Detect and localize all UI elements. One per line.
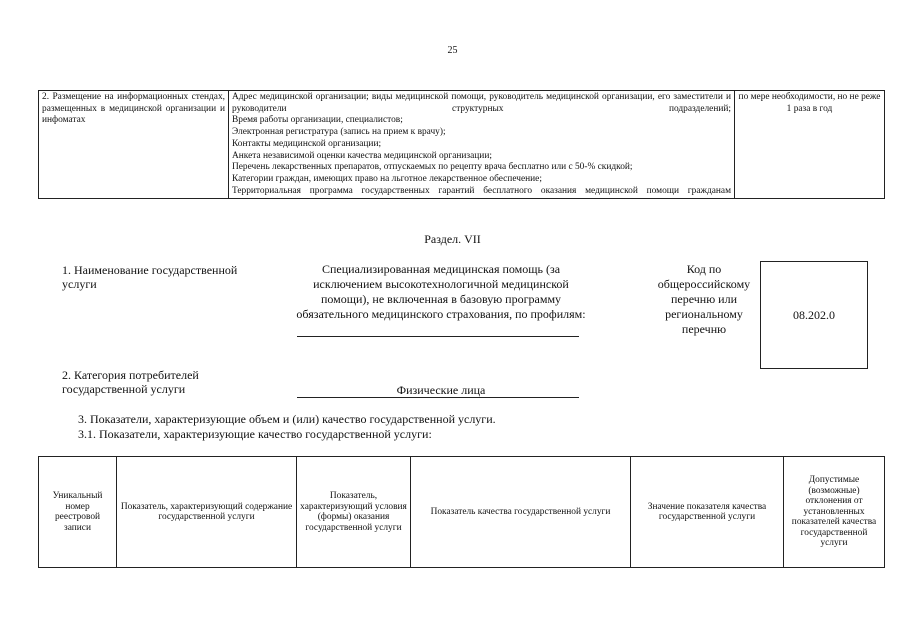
service-name-underline xyxy=(297,336,579,337)
header-allowed-deviation: Допустимые (возможные) отклонения от установленных показателей качества государственной услуги xyxy=(784,457,885,568)
service-code-label: Код по общероссийскому перечню или региональному перечню xyxy=(657,262,751,336)
service-code-box xyxy=(760,261,868,369)
placement-content-cell xyxy=(229,91,735,199)
content-line: Электронная регистратура (запись на прием к врачу); xyxy=(232,127,446,138)
content-line: Анкета независимой оценки качества медицинской организации; xyxy=(232,150,492,161)
header-quality-indicator: Показатель качества государственной услуги xyxy=(411,457,631,568)
content-line: Время работы организации, специалистов; xyxy=(232,115,403,126)
placement-method-cell: 2. Размещение на информационных стендах, размещенных в медицинской организации и инфоматах xyxy=(39,91,229,199)
service-code-value: 08.202.0 xyxy=(793,307,835,322)
content-line: Перечень лекарственных препаратов, отпускаемых по рецепту врача бесплатно или с 50-% скидкой; xyxy=(232,162,633,173)
category-label: 2. Категория потребителей государственной услуги xyxy=(62,368,199,396)
header-registry-number: Уникальный номер реестровой записи xyxy=(39,457,117,568)
content-line: Контакты медицинской организации; xyxy=(232,138,382,149)
info-placement-table xyxy=(38,90,885,199)
placement-frequency-cell: по мере необходимости, но не реже 1 раза в год xyxy=(735,91,885,199)
indicators-heading: 3. Показатели, характеризующие объем и (или) качество государственной услуги. xyxy=(78,412,496,426)
content-line: Территориальная программа государственных гарантий бесплатного оказания медицинской помощи гражданам xyxy=(232,185,731,196)
category-value: Физические лица xyxy=(396,383,486,397)
content-line: Адрес медицинской организации; виды медицинской помощи, руководитель медицинской организации, его заместители и руководители структурных подразделений; xyxy=(232,92,731,114)
content-line: Категории граждан, имеющих право на льготное лекарственное обеспечение; xyxy=(232,173,542,184)
quality-indicators-table xyxy=(38,456,885,568)
section-title: Раздел. VII xyxy=(424,232,481,246)
table-row xyxy=(39,91,885,199)
category-underline xyxy=(297,397,579,398)
header-conditions-indicator: Показатель, характеризующий условия (формы) оказания государственной услуги xyxy=(297,457,411,568)
header-quality-value: Значение показателя качества государственной услуги xyxy=(631,457,784,568)
header-content-indicator: Показатель, характеризующий содержание государственной услуги xyxy=(117,457,297,568)
service-name-label: 1. Наименование государственной услуги xyxy=(62,263,238,291)
quality-subheading: 3.1. Показатели, характеризующие качество государственной услуги: xyxy=(78,427,432,441)
page-number: 25 xyxy=(447,45,458,56)
table-header-row xyxy=(39,457,885,568)
service-name-value: Специализированная медицинская помощь (за исключением высокотехнологичной медицинской помощи), не включенная в базовую программу обязательного медицинского страхования, по профилям: xyxy=(296,262,586,321)
